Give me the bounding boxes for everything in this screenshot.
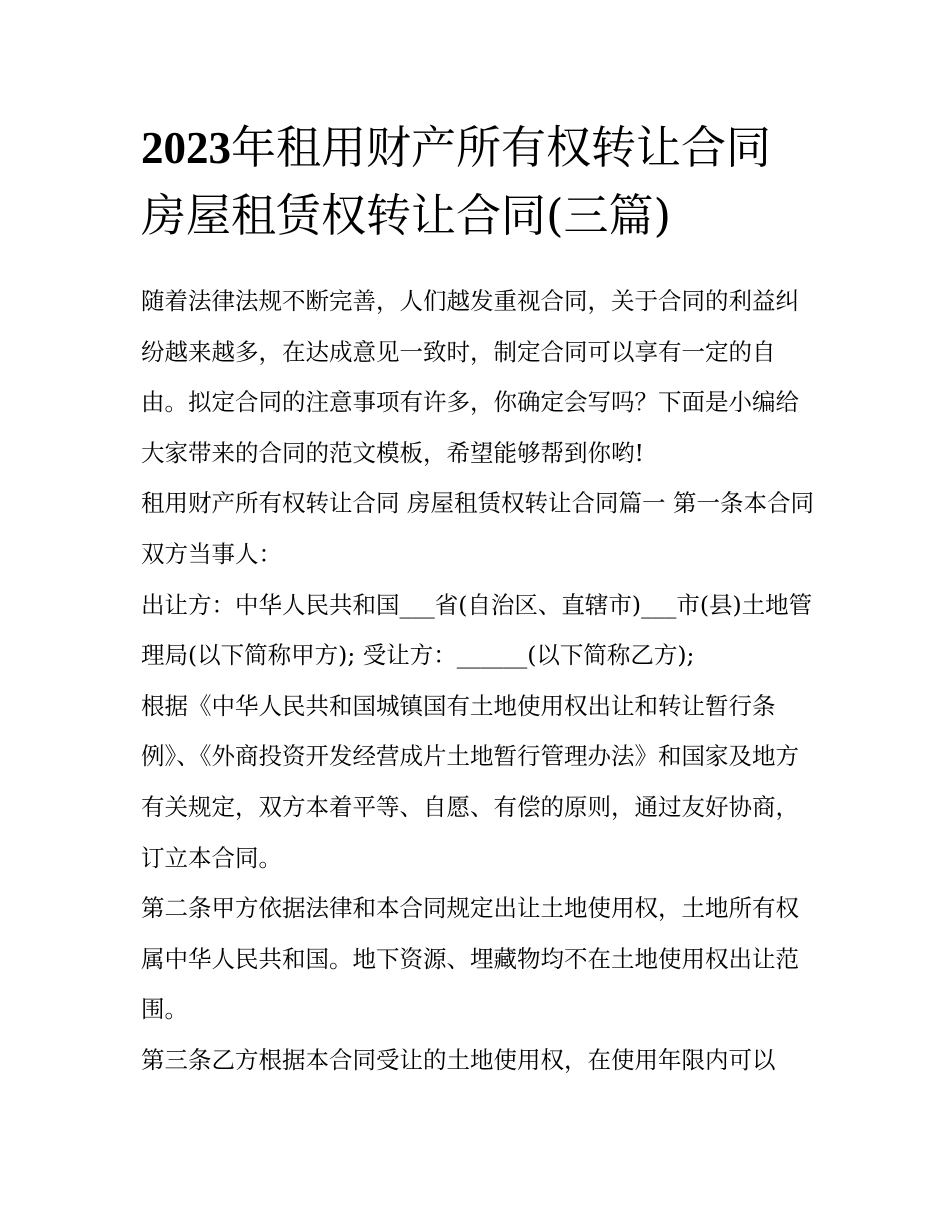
title-year: 2023 [141, 123, 231, 173]
paragraph-parties: 出让方：中华人民共和国___省(自治区、直辖市)___市(县)土地管理局(以下简称甲方); 受让方：______(以下简称乙方); [141, 590, 813, 670]
document-title [141, 114, 821, 250]
paragraph-intro: 随着法律法规不断完善，人们越发重视合同，关于合同的利益纠纷越来越多，在达成意见一致时，制定合同可以享有一定的自由。拟定合同的注意事项有许多，你确定会写吗？下面是小编给大家带来的合同的范文模板，希望能够帮到你哟! [141, 287, 799, 467]
document-body [141, 276, 821, 1086]
paragraph-heading-article-1: 租用财产所有权转让合同 房屋租赁权转让合同篇一 第一条本合同双方当事人： [141, 489, 814, 568]
paragraph-basis: 根据《中华人民共和国城镇国有土地使用权出让和转让暂行条例》、《外商投资开发经营成片土地暂行管理办法》和国家及地方有关规定，双方本着平等、自愿、有偿的原则，通过友好协商，订立本合同。 [141, 691, 799, 872]
paragraph-article-3: 第三条乙方根据本合同受让的土地使用权，在使用年限内可以 [141, 1045, 776, 1074]
paragraph-article-2: 第二条甲方依据法律和本合同规定出让土地使用权，土地所有权属中华人民共和国。地下资源、埋藏物均不在土地使用权出让范围。 [141, 894, 799, 1024]
title-text: 年租用财产所有权转让合同 房屋租赁权转让合同(三篇) [141, 121, 772, 242]
